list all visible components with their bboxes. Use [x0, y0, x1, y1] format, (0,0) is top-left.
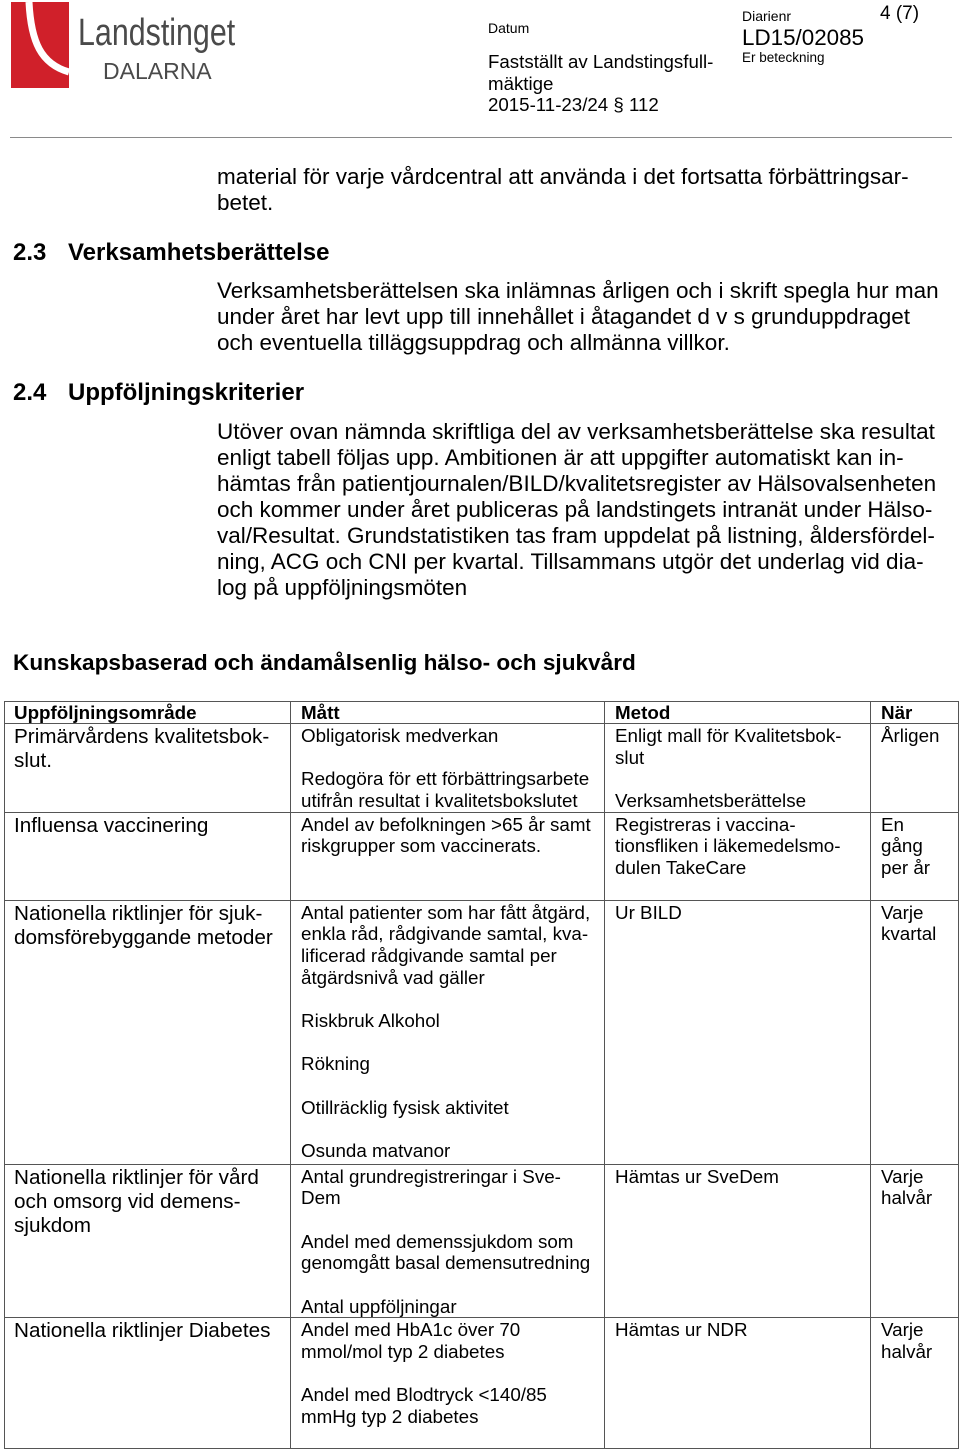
area-cell	[5, 900, 291, 1164]
paragraph-line: Verksamhetsberättelsen ska inlämnas årligen och i skrift spegla hur man	[217, 278, 939, 303]
when-cell	[871, 900, 959, 1164]
method-paragraph	[615, 902, 862, 924]
method-line: Hämtas ur NDR	[615, 1319, 748, 1341]
page-number: 4 (7)	[880, 3, 920, 24]
area-line: slut.	[14, 749, 52, 772]
table-row	[5, 812, 959, 900]
method-paragraph	[615, 814, 862, 879]
intro-continuation-paragraph	[217, 164, 909, 216]
measure-cell	[291, 724, 605, 813]
method-line: Hämtas ur SveDem	[615, 1165, 779, 1187]
measure-line: Andel med HbA1c över 70	[301, 1319, 521, 1341]
measure-line: Andel med Blodtryck <140/85	[301, 1384, 547, 1406]
area-line: Influensa vaccinering	[14, 813, 209, 837]
paragraph-line: och kommer under året publiceras på landstingets intranät under Hälso-	[217, 497, 933, 522]
measure-line: utifrån resultat i kvalitetsbokslutet	[301, 790, 578, 811]
measure-line: Obligatorisk medverkan	[301, 725, 499, 746]
section-title: Uppföljningskriterier	[68, 379, 305, 406]
method-line: tionsfliken i läkemedelsmo-	[615, 835, 841, 857]
measure-line: Antal grundregistreringar i Sve-	[301, 1165, 561, 1187]
follow-up-criteria-table	[4, 701, 959, 1449]
header-divider	[10, 137, 952, 138]
measure-line: Rökning	[301, 1053, 370, 1075]
measure-line: riskgrupper som vaccinerats.	[301, 835, 542, 857]
when-line: halvår	[881, 1187, 933, 1209]
method-cell	[605, 724, 871, 813]
when-line: Varje	[881, 901, 924, 923]
column-header-area: Uppföljningsområde	[5, 702, 291, 724]
diarienr-label: Diarienr	[742, 8, 792, 24]
er-beteckning-label: Er beteckning	[742, 50, 825, 65]
measure-line: enkla råd, rådgivande samtal, kva-	[301, 923, 589, 945]
method-line: Registreras i vaccina-	[615, 813, 796, 835]
when-line: Varje	[881, 1319, 924, 1341]
area-cell	[5, 1164, 291, 1318]
measure-line: åtgärdsnivå vad gäller	[301, 966, 485, 988]
section-number: 2.4	[13, 379, 47, 406]
method-cell	[605, 812, 871, 900]
measure-line: lificerad rådgivande samtal per	[301, 945, 557, 967]
logo-emblem-icon	[11, 2, 71, 90]
paragraph-line: betet.	[217, 190, 274, 215]
measure-line: mmol/mol typ 2 diabetes	[301, 1341, 505, 1363]
measure-line: Dem	[301, 1187, 341, 1209]
measure-cell	[291, 1318, 605, 1449]
method-cell	[605, 1318, 871, 1449]
datum-line: Fastställt av Landstingsfull-	[488, 51, 714, 72]
table-row	[5, 900, 959, 1164]
area-line: domsförebyggande metoder	[14, 925, 273, 949]
method-line: dulen TakeCare	[615, 857, 747, 879]
when-line: halvår	[881, 1341, 933, 1363]
measure-line: mmHg typ 2 diabetes	[301, 1406, 479, 1428]
measure-paragraph	[301, 814, 596, 857]
section-heading-2-4	[13, 379, 304, 407]
measure-cell	[291, 812, 605, 900]
table-row	[5, 1164, 959, 1318]
method-paragraph	[615, 1319, 862, 1341]
area-cell	[5, 1318, 291, 1449]
method-line: slut	[615, 746, 645, 768]
method-cell	[605, 1164, 871, 1318]
measure-line: Andel med demenssjukdom som	[301, 1230, 574, 1252]
measure-paragraph	[301, 725, 596, 747]
section-number: 2.3	[13, 239, 47, 266]
column-header-method: Metod	[605, 702, 871, 724]
area-cell	[5, 812, 291, 900]
paragraph-line: log på uppföljningsmöten	[217, 575, 468, 600]
column-header-when: När	[871, 702, 959, 724]
table-heading: Kunskapsbaserad och ändamålsenlig hälso- och sjukvård	[13, 650, 636, 675]
when-cell	[871, 1318, 959, 1449]
measure-line: genomgått basal demensutredning	[301, 1252, 591, 1274]
paragraph-line: ning, ACG och CNI per kvartal. Tillsammans utgör det underlag vid dia-	[217, 549, 924, 574]
measure-line: Antal patienter som har fått åtgärd,	[301, 901, 591, 923]
measure-line: Antal uppföljningar	[301, 1295, 457, 1317]
area-line: Nationella riktlinjer för sjuk-	[14, 901, 263, 925]
measure-cell	[291, 900, 605, 1164]
measure-paragraph	[301, 1231, 596, 1274]
when-line: kvartal	[881, 923, 937, 945]
measure-line: Otillräcklig fysisk aktivitet	[301, 1096, 509, 1118]
area-line: Nationella riktlinjer för vård	[14, 1165, 259, 1189]
measure-cell	[291, 1164, 605, 1318]
area-line: och omsorg vid demens-	[14, 1189, 241, 1213]
when-line: En	[881, 813, 904, 835]
when-line: Årligen	[881, 725, 940, 746]
diarienr-value: LD15/02085	[742, 25, 865, 50]
column-header-measure: Mått	[291, 702, 605, 724]
datum-line: 2015-11-23/24 § 112	[488, 94, 659, 115]
area-line: sjukdom	[14, 1213, 92, 1237]
section-2-4-paragraph	[217, 419, 936, 601]
when-line: per år	[881, 857, 931, 879]
measure-paragraph	[301, 1319, 596, 1362]
paragraph-line: Utöver ovan nämnda skriftliga del av verksamhetsberättelse ska resultat	[217, 419, 935, 444]
measure-line: Riskbruk Alkohol	[301, 1010, 440, 1032]
when-cell	[871, 724, 959, 813]
measure-line: Redogöra för ett förbättringsarbete	[301, 768, 590, 790]
section-title: Verksamhetsberättelse	[68, 239, 330, 266]
method-line: Ur BILD	[615, 901, 682, 923]
section-2-3-paragraph	[217, 278, 939, 356]
method-cell	[605, 900, 871, 1164]
logo-region: DALARNA	[103, 58, 212, 84]
paragraph-line: hämtas från patientjournalen/BILD/kvalitetsregister av Hälsovalsenheten	[217, 471, 937, 496]
method-paragraph	[615, 790, 862, 812]
measure-paragraph	[301, 902, 596, 989]
landstinget-dalarna-logo	[11, 2, 241, 90]
when-cell	[871, 812, 959, 900]
method-line: Verksamhetsberättelse	[615, 790, 807, 811]
measure-paragraph	[301, 1097, 596, 1119]
measure-paragraph	[301, 1384, 596, 1427]
measure-paragraph	[301, 1053, 596, 1075]
measure-paragraph	[301, 1296, 596, 1318]
method-paragraph	[615, 725, 862, 768]
paragraph-line: val/Resultat. Grundstatistiken tas fram uppdelat på listning, åldersfördel-	[217, 523, 935, 548]
datum-line: mäktige	[488, 72, 554, 94]
when-cell	[871, 1164, 959, 1318]
measure-line: Andel av befolkningen >65 år samt	[301, 813, 591, 835]
paragraph-line: enligt tabell följas upp. Ambitionen är att uppgifter automatiskt kan in-	[217, 445, 904, 470]
datum-value	[488, 51, 713, 116]
method-line: Enligt mall för Kvalitetsbok-	[615, 725, 842, 746]
datum-label: Datum	[488, 20, 530, 36]
measure-paragraph	[301, 1140, 596, 1162]
table-header-row	[5, 702, 959, 724]
table-row	[5, 724, 959, 813]
paragraph-line: under året har levt upp till innehållet i åtagandet d v s grunduppdraget	[217, 304, 910, 329]
paragraph-line: material för varje vårdcentral att använda i det fortsatta förbättringsar-	[217, 164, 909, 189]
paragraph-line: och eventuella tilläggsuppdrag och allmänna villkor.	[217, 330, 730, 355]
measure-paragraph	[301, 1010, 596, 1032]
when-line: Varje	[881, 1165, 924, 1187]
method-paragraph	[615, 1166, 862, 1188]
section-heading-2-3	[13, 239, 330, 267]
when-line: gång	[881, 835, 923, 857]
area-line: Nationella riktlinjer Diabetes	[14, 1319, 271, 1343]
logo-name: Landstinget	[78, 12, 236, 54]
measure-paragraph	[301, 768, 596, 811]
table-row	[5, 1318, 959, 1449]
area-line: Primärvårdens kvalitetsbok-	[14, 725, 270, 748]
measure-line: Osunda matvanor	[301, 1140, 451, 1161]
measure-paragraph	[301, 1166, 596, 1209]
area-cell	[5, 724, 291, 813]
